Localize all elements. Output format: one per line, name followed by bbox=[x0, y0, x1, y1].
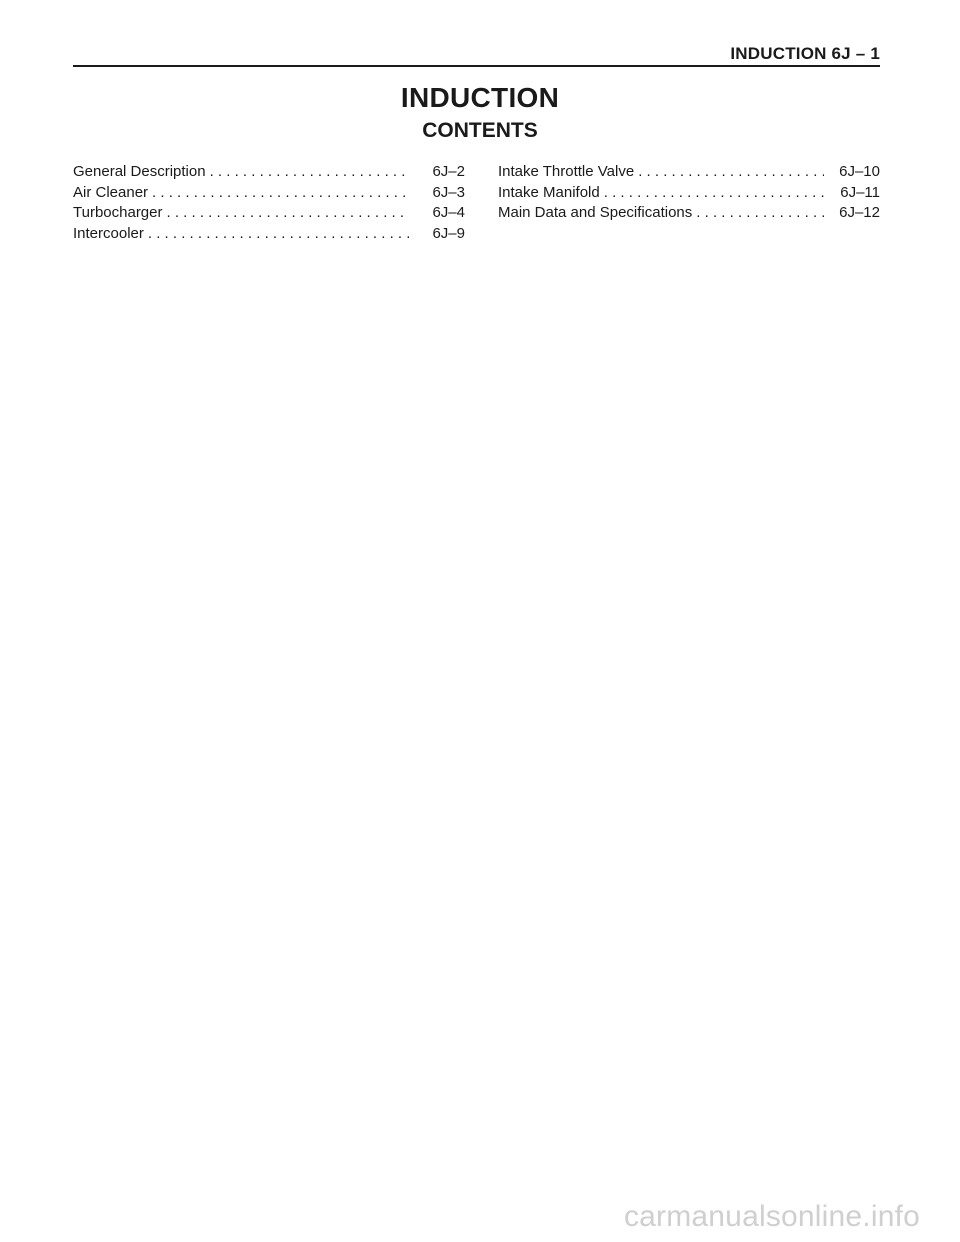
toc-dot-leader bbox=[152, 184, 409, 201]
toc-entry-page: 6J–2 bbox=[432, 163, 465, 180]
toc-entry-title: Turbocharger bbox=[73, 204, 163, 221]
toc-entry-page: 6J–11 bbox=[840, 183, 880, 201]
toc-dot-leader bbox=[604, 184, 824, 201]
toc-entry-page: 6J–10 bbox=[839, 163, 880, 180]
toc-entry-intercooler[interactable] bbox=[73, 225, 465, 246]
toc-dot-leader bbox=[148, 225, 409, 242]
toc-entry-general-description[interactable] bbox=[73, 163, 465, 184]
toc-entry-title: Intercooler bbox=[73, 224, 144, 242]
toc-entry-title: General Description bbox=[73, 163, 206, 180]
toc-dot-leader bbox=[696, 204, 824, 221]
toc-entry-page: 6J–9 bbox=[432, 224, 465, 242]
toc-entry-intake-manifold[interactable] bbox=[498, 184, 880, 205]
toc-dot-leader bbox=[210, 163, 409, 180]
toc-entry-main-data-specifications[interactable] bbox=[498, 204, 880, 225]
toc-entry-page: 6J–12 bbox=[839, 204, 880, 221]
toc-dot-leader bbox=[167, 204, 410, 221]
header-rule bbox=[73, 65, 880, 67]
contents-heading: CONTENTS bbox=[422, 119, 538, 142]
toc-entry-title: Main Data and Specifications bbox=[498, 204, 693, 221]
toc-entry-title: Intake Manifold bbox=[498, 183, 600, 201]
toc-dot-leader bbox=[638, 163, 824, 180]
toc-entry-title: Intake Throttle Valve bbox=[498, 163, 635, 180]
toc-right-column bbox=[498, 163, 880, 225]
toc-entry-turbocharger[interactable] bbox=[73, 204, 465, 225]
section-title: INDUCTION bbox=[400, 82, 560, 113]
toc-entry-page: 6J–4 bbox=[432, 204, 465, 221]
toc-entry-intake-throttle-valve[interactable] bbox=[498, 163, 880, 184]
toc-entry-air-cleaner[interactable] bbox=[73, 184, 465, 205]
toc-entry-page: 6J–3 bbox=[432, 183, 465, 201]
toc-entry-title: Air Cleaner bbox=[73, 183, 149, 201]
running-header: INDUCTION 6J – 1 bbox=[730, 44, 880, 63]
watermark: carmanualsonline.info bbox=[623, 1200, 920, 1233]
toc-left-column bbox=[73, 163, 465, 245]
